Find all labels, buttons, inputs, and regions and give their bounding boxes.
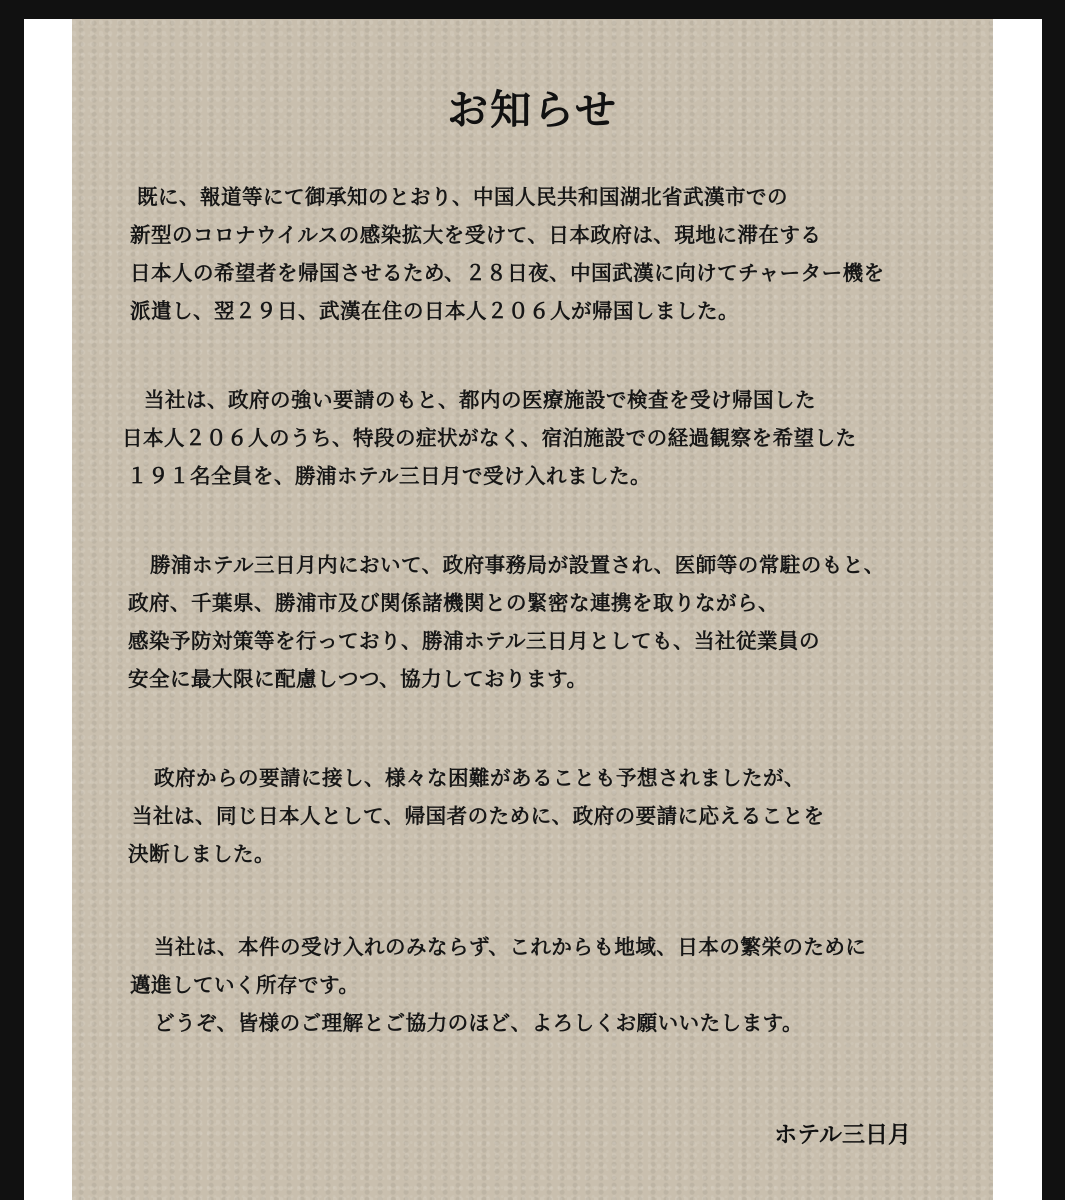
text-line: 感染予防対策等を行っており、勝浦ホテル三日月としても、当社従業員の [128, 629, 820, 653]
signature: ホテル三日月 [774, 1121, 911, 1148]
text-line: 政府、千葉県、勝浦市及び関係諸機関との緊密な連携を取りながら、 [128, 591, 779, 615]
text-line: どうぞ、皆様のご理解とご協力のほど、よろしくお願いいたします。 [154, 1011, 803, 1035]
text-line: 新型のコロナウイルスの感染拡大を受けて、日本政府は、現地に滞在する [130, 223, 822, 247]
text-line: 邁進していく所存です。 [130, 973, 360, 997]
text-line: 既に、報道等にて御承知のとおり、中国人民共和国湖北省武漢市での [137, 185, 788, 209]
text-line: 安全に最大限に配慮しつつ、協力しております。 [128, 667, 588, 691]
text-line: 日本人２０６人のうち、特段の症状がなく、宿泊施設での経過観察を希望した [122, 426, 857, 450]
text-line: 派遣し、翌２９日、武漢在住の日本人２０６人が帰国しました。 [130, 299, 739, 323]
text-line: 政府からの要請に接し、様々な困難があることも予想されましたが、 [154, 766, 805, 790]
text-line: 勝浦ホテル三日月内において、政府事務局が設置され、医師等の常駐のもと、 [150, 553, 885, 577]
text-line: 決断しました。 [128, 842, 275, 866]
text-line: 当社は、本件の受け入れのみならず、これからも地域、日本の繁栄のために [154, 935, 867, 959]
text-line: 当社は、政府の強い要請のもと、都内の医療施設で検査を受け帰国した [144, 388, 816, 412]
text-line: 日本人の希望者を帰国させるため、２８日夜、中国武漢に向けてチャーター機を [130, 261, 885, 285]
notice-title: お知らせ [447, 86, 618, 134]
text-line: 当社は、同じ日本人として、帰国者のために、政府の要請に応えることを [132, 804, 825, 828]
text-line: １９１名全員を、勝浦ホテル三日月で受け入れました。 [127, 464, 651, 488]
notice-paper [72, 19, 993, 1200]
